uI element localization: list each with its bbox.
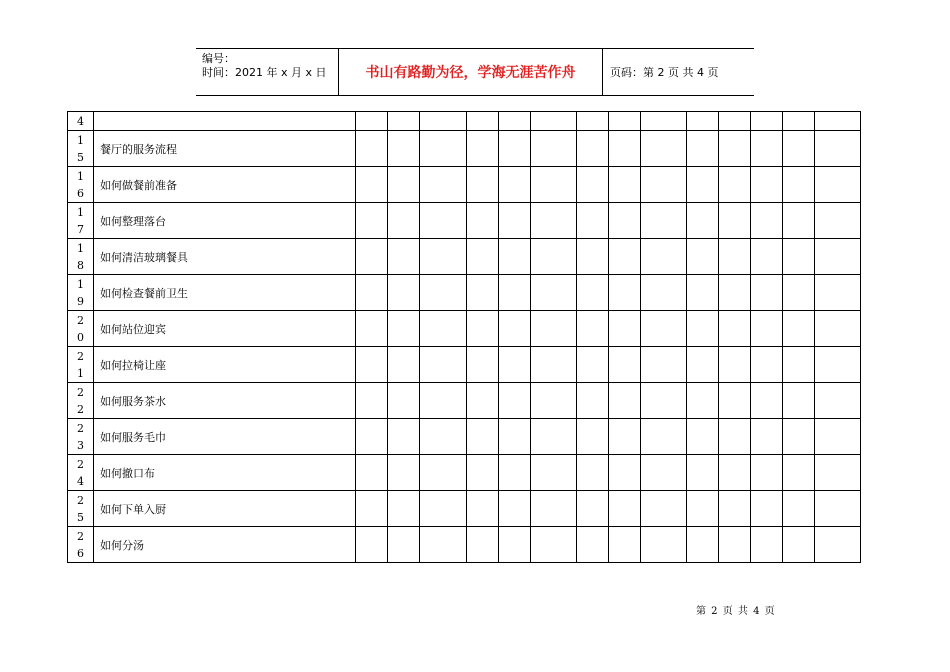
- empty-cell: [687, 455, 719, 491]
- empty-cell: [609, 131, 641, 167]
- code-label: 编号：: [202, 52, 235, 65]
- empty-cell: [815, 527, 861, 563]
- empty-cell: [609, 311, 641, 347]
- empty-cell: [719, 383, 751, 419]
- empty-cell: [815, 383, 861, 419]
- empty-cell: [499, 167, 531, 203]
- row-number-digit: 5: [77, 150, 84, 164]
- empty-cell: [467, 131, 499, 167]
- empty-cell: [388, 491, 420, 527]
- empty-cell: [751, 203, 783, 239]
- empty-cell: [467, 275, 499, 311]
- empty-cell: [815, 455, 861, 491]
- empty-cell: [687, 419, 719, 455]
- empty-cell: [783, 311, 815, 347]
- empty-cell: [687, 383, 719, 419]
- empty-cell: [719, 203, 751, 239]
- empty-cell: [719, 112, 751, 131]
- empty-cell: [719, 491, 751, 527]
- empty-cell: [719, 239, 751, 275]
- empty-cell: [467, 167, 499, 203]
- training-table: [67, 111, 861, 563]
- empty-cell: [356, 239, 388, 275]
- empty-cell: [420, 311, 467, 347]
- empty-cell: [687, 491, 719, 527]
- empty-cell: [356, 491, 388, 527]
- empty-cell: [641, 112, 687, 131]
- empty-cell: [499, 527, 531, 563]
- empty-cell: [531, 275, 577, 311]
- empty-cell: [687, 275, 719, 311]
- empty-cell: [499, 419, 531, 455]
- table-body: [68, 112, 861, 563]
- row-number-digit: 4: [77, 474, 84, 488]
- row-label: 如何下单入厨: [94, 491, 356, 527]
- row-label: 如何服务茶水: [94, 383, 356, 419]
- empty-cell: [531, 527, 577, 563]
- empty-cell: [577, 347, 609, 383]
- empty-cell: [388, 112, 420, 131]
- row-number: [68, 527, 94, 563]
- empty-cell: [467, 383, 499, 419]
- empty-cell: [356, 383, 388, 419]
- empty-cell: [356, 347, 388, 383]
- empty-cell: [751, 131, 783, 167]
- table-row: [68, 203, 861, 239]
- table-row: [68, 167, 861, 203]
- empty-cell: [577, 167, 609, 203]
- row-label: 如何站位迎宾: [94, 311, 356, 347]
- row-label: 如何整理落台: [94, 203, 356, 239]
- empty-cell: [641, 239, 687, 275]
- empty-cell: [719, 527, 751, 563]
- empty-cell: [783, 203, 815, 239]
- empty-cell: [641, 347, 687, 383]
- empty-cell: [783, 275, 815, 311]
- empty-cell: [751, 455, 783, 491]
- row-number-digit: 7: [77, 222, 84, 236]
- empty-cell: [531, 167, 577, 203]
- empty-cell: [467, 112, 499, 131]
- table-row: [68, 311, 861, 347]
- empty-cell: [641, 383, 687, 419]
- empty-cell: [467, 347, 499, 383]
- empty-cell: [751, 275, 783, 311]
- table-row: [68, 275, 861, 311]
- empty-cell: [751, 112, 783, 131]
- empty-cell: [420, 239, 467, 275]
- row-number-digit: 0: [77, 330, 84, 344]
- row-number-digit: 6: [77, 186, 84, 200]
- row-number-digit: 2: [77, 313, 84, 327]
- empty-cell: [815, 311, 861, 347]
- empty-cell: [609, 203, 641, 239]
- empty-cell: [420, 112, 467, 131]
- empty-cell: [467, 455, 499, 491]
- row-number-digit: 1: [77, 169, 84, 183]
- empty-cell: [719, 275, 751, 311]
- empty-cell: [388, 311, 420, 347]
- empty-cell: [577, 203, 609, 239]
- empty-cell: [577, 112, 609, 131]
- empty-cell: [420, 491, 467, 527]
- empty-cell: [420, 419, 467, 455]
- empty-cell: [531, 347, 577, 383]
- row-number-digit: 3: [77, 438, 84, 452]
- empty-cell: [388, 203, 420, 239]
- empty-cell: [815, 347, 861, 383]
- empty-cell: [783, 167, 815, 203]
- empty-cell: [577, 383, 609, 419]
- empty-cell: [577, 239, 609, 275]
- empty-cell: [815, 491, 861, 527]
- empty-cell: [783, 347, 815, 383]
- empty-cell: [388, 527, 420, 563]
- empty-cell: [641, 203, 687, 239]
- empty-cell: [577, 311, 609, 347]
- empty-cell: [531, 455, 577, 491]
- empty-cell: [815, 239, 861, 275]
- row-number-digit: 6: [77, 546, 84, 560]
- empty-cell: [719, 167, 751, 203]
- empty-cell: [815, 275, 861, 311]
- row-number-digit: 1: [77, 366, 84, 380]
- empty-cell: [388, 419, 420, 455]
- empty-cell: [609, 167, 641, 203]
- row-label: 如何拉椅让座: [94, 347, 356, 383]
- empty-cell: [783, 455, 815, 491]
- table-row: [68, 419, 861, 455]
- empty-cell: [467, 311, 499, 347]
- empty-cell: [751, 383, 783, 419]
- empty-cell: [641, 527, 687, 563]
- empty-cell: [687, 112, 719, 131]
- empty-cell: [531, 311, 577, 347]
- empty-cell: [609, 347, 641, 383]
- empty-cell: [609, 275, 641, 311]
- empty-cell: [815, 131, 861, 167]
- empty-cell: [751, 491, 783, 527]
- empty-cell: [499, 275, 531, 311]
- empty-cell: [499, 383, 531, 419]
- empty-cell: [356, 167, 388, 203]
- row-label: 如何分汤: [94, 527, 356, 563]
- empty-cell: [687, 527, 719, 563]
- empty-cell: [783, 239, 815, 275]
- table-row: [68, 112, 861, 131]
- empty-cell: [531, 203, 577, 239]
- page-footer: 第 2 页 共 4 页: [696, 606, 776, 617]
- empty-cell: [499, 112, 531, 131]
- empty-cell: [687, 347, 719, 383]
- row-number-digit: 2: [77, 349, 84, 363]
- row-number-digit: 8: [77, 258, 84, 272]
- empty-cell: [577, 419, 609, 455]
- row-number: [68, 275, 94, 311]
- empty-cell: [641, 455, 687, 491]
- empty-cell: [815, 419, 861, 455]
- row-number-digit: 1: [77, 241, 84, 255]
- empty-cell: [751, 311, 783, 347]
- empty-cell: [356, 112, 388, 131]
- empty-cell: [499, 311, 531, 347]
- empty-cell: [815, 112, 861, 131]
- row-number: [68, 419, 94, 455]
- empty-cell: [388, 455, 420, 491]
- empty-cell: [609, 491, 641, 527]
- empty-cell: [641, 167, 687, 203]
- row-number-digit: 2: [77, 421, 84, 435]
- table-row: [68, 491, 861, 527]
- row-label: [94, 112, 356, 131]
- empty-cell: [751, 239, 783, 275]
- empty-cell: [577, 275, 609, 311]
- row-number: [68, 131, 94, 167]
- table-row: [68, 527, 861, 563]
- row-number: [68, 112, 94, 131]
- row-number-digit: 4: [77, 114, 84, 128]
- row-number: [68, 311, 94, 347]
- empty-cell: [751, 527, 783, 563]
- empty-cell: [420, 131, 467, 167]
- empty-cell: [499, 347, 531, 383]
- empty-cell: [499, 455, 531, 491]
- table-row: [68, 455, 861, 491]
- row-label: 如何清洁玻璃餐具: [94, 239, 356, 275]
- empty-cell: [641, 491, 687, 527]
- empty-cell: [467, 203, 499, 239]
- empty-cell: [783, 527, 815, 563]
- header-meta: [196, 49, 339, 95]
- table-row: [68, 347, 861, 383]
- empty-cell: [531, 419, 577, 455]
- row-label: 如何服务毛巾: [94, 419, 356, 455]
- row-number-digit: 2: [77, 493, 84, 507]
- row-number: [68, 491, 94, 527]
- empty-cell: [719, 311, 751, 347]
- empty-cell: [356, 203, 388, 239]
- row-number-digit: 2: [77, 457, 84, 471]
- row-number: [68, 383, 94, 419]
- empty-cell: [499, 239, 531, 275]
- empty-cell: [609, 455, 641, 491]
- empty-cell: [420, 167, 467, 203]
- empty-cell: [467, 239, 499, 275]
- empty-cell: [499, 203, 531, 239]
- empty-cell: [641, 311, 687, 347]
- empty-cell: [609, 112, 641, 131]
- empty-cell: [783, 131, 815, 167]
- row-number-digit: 1: [77, 133, 84, 147]
- empty-cell: [356, 131, 388, 167]
- row-label: 如何做餐前准备: [94, 167, 356, 203]
- empty-cell: [467, 419, 499, 455]
- empty-cell: [687, 239, 719, 275]
- empty-cell: [783, 112, 815, 131]
- empty-cell: [531, 383, 577, 419]
- empty-cell: [388, 383, 420, 419]
- empty-cell: [467, 491, 499, 527]
- empty-cell: [609, 527, 641, 563]
- empty-cell: [420, 203, 467, 239]
- empty-cell: [783, 383, 815, 419]
- row-number-digit: 2: [77, 402, 84, 416]
- row-label: 如何撤口布: [94, 455, 356, 491]
- empty-cell: [388, 347, 420, 383]
- empty-cell: [751, 167, 783, 203]
- empty-cell: [420, 527, 467, 563]
- empty-cell: [719, 131, 751, 167]
- empty-cell: [577, 131, 609, 167]
- empty-cell: [531, 112, 577, 131]
- empty-cell: [388, 275, 420, 311]
- empty-cell: [356, 527, 388, 563]
- empty-cell: [388, 239, 420, 275]
- table-row: [68, 131, 861, 167]
- row-number-digit: 5: [77, 510, 84, 524]
- row-number: [68, 167, 94, 203]
- empty-cell: [719, 419, 751, 455]
- header-motto: 书山有路勤为径，学海无涯苦作舟: [339, 49, 603, 95]
- empty-cell: [356, 311, 388, 347]
- empty-cell: [609, 419, 641, 455]
- empty-cell: [719, 455, 751, 491]
- table-row: [68, 239, 861, 275]
- row-label: 餐厅的服务流程: [94, 131, 356, 167]
- empty-cell: [388, 167, 420, 203]
- empty-cell: [687, 203, 719, 239]
- empty-cell: [531, 239, 577, 275]
- empty-cell: [499, 131, 531, 167]
- empty-cell: [420, 455, 467, 491]
- header-page-info: 页码：第 2 页 共 4 页: [610, 66, 719, 79]
- empty-cell: [420, 383, 467, 419]
- empty-cell: [531, 491, 577, 527]
- empty-cell: [420, 275, 467, 311]
- document-header: [196, 48, 754, 96]
- empty-cell: [687, 167, 719, 203]
- row-number-digit: 2: [77, 529, 84, 543]
- empty-cell: [609, 239, 641, 275]
- empty-cell: [388, 131, 420, 167]
- empty-cell: [577, 491, 609, 527]
- empty-cell: [641, 275, 687, 311]
- empty-cell: [687, 311, 719, 347]
- empty-cell: [499, 491, 531, 527]
- empty-cell: [783, 491, 815, 527]
- table-row: [68, 383, 861, 419]
- row-number-digit: 1: [77, 205, 84, 219]
- empty-cell: [356, 419, 388, 455]
- row-label: 如何检查餐前卫生: [94, 275, 356, 311]
- row-number-digit: 9: [77, 294, 84, 308]
- row-number-digit: 2: [77, 385, 84, 399]
- empty-cell: [577, 527, 609, 563]
- empty-cell: [420, 347, 467, 383]
- empty-cell: [751, 419, 783, 455]
- empty-cell: [531, 131, 577, 167]
- empty-cell: [719, 347, 751, 383]
- empty-cell: [356, 455, 388, 491]
- empty-cell: [815, 167, 861, 203]
- empty-cell: [609, 383, 641, 419]
- empty-cell: [687, 131, 719, 167]
- empty-cell: [815, 203, 861, 239]
- row-number: [68, 455, 94, 491]
- empty-cell: [577, 455, 609, 491]
- row-number-digit: 1: [77, 277, 84, 291]
- row-number: [68, 239, 94, 275]
- empty-cell: [751, 347, 783, 383]
- empty-cell: [783, 419, 815, 455]
- row-number: [68, 347, 94, 383]
- row-number: [68, 203, 94, 239]
- empty-cell: [641, 419, 687, 455]
- empty-cell: [641, 131, 687, 167]
- empty-cell: [467, 527, 499, 563]
- empty-cell: [356, 275, 388, 311]
- time-label: 时间：2021 年 x 月 x 日: [202, 66, 327, 79]
